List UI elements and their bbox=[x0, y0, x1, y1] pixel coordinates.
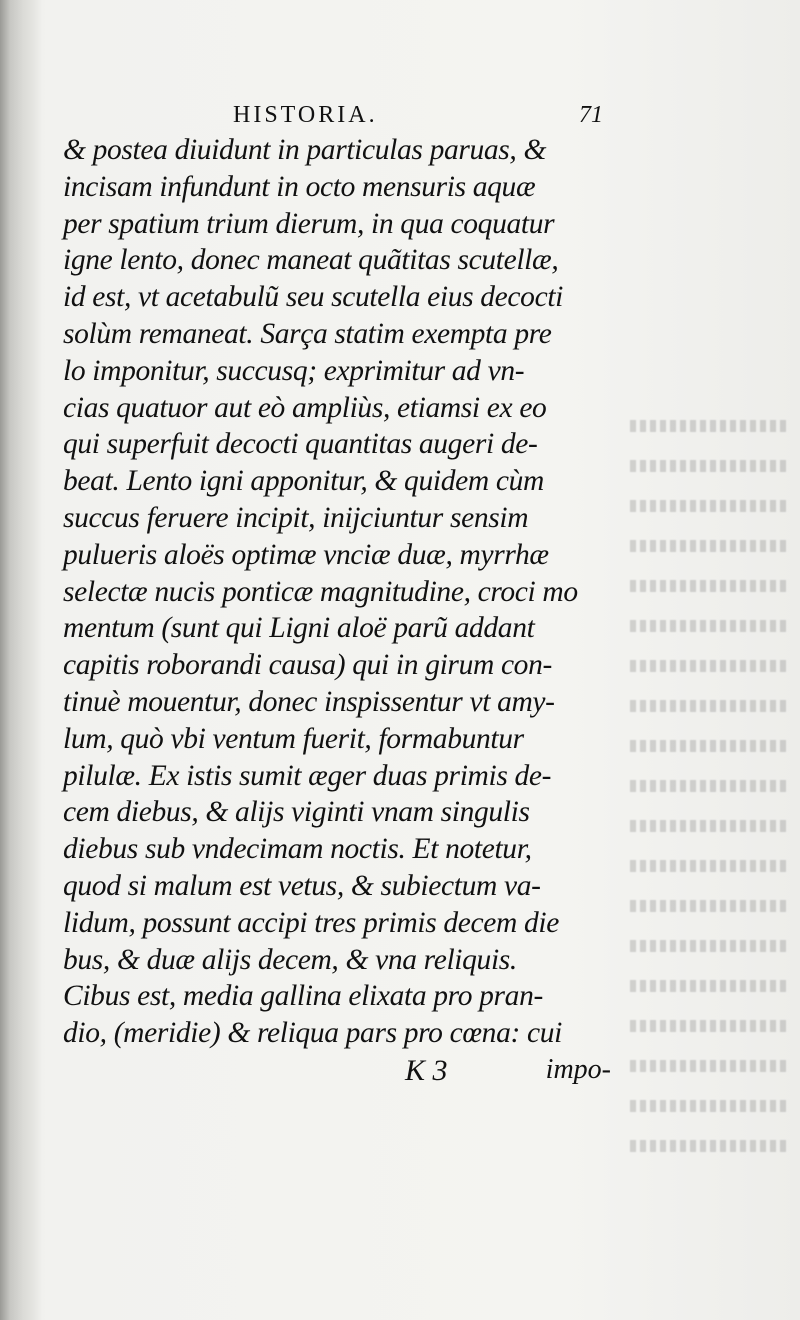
text-line: beat. Lento igni apponitur, & quidem cùm bbox=[63, 465, 544, 498]
text-line: diebus sub vndecimam noctis. Et notetur, bbox=[63, 833, 532, 866]
text-line: lum, quò vbi ventum fuerit, formabuntur bbox=[63, 722, 524, 755]
text-line: selectæ nucis ponticæ magnitudine, croci mo bbox=[63, 575, 578, 608]
text-line: lo imponitur, succusq; exprimitur ad vn- bbox=[63, 354, 525, 387]
text-line: succus feruere incipit, inijciuntur sensim bbox=[63, 501, 529, 534]
text-line: & postea diuidunt in particulas paruas, & bbox=[63, 134, 547, 166]
text-line: lidum, possunt accipi tres primis decem die bbox=[63, 906, 559, 939]
show-through-text bbox=[630, 420, 790, 1240]
body-text bbox=[63, 132, 603, 1052]
text-line: quod si malum est vetus, & subiectum va- bbox=[63, 869, 541, 902]
text-line: pilulæ. Ex istis sumit æger duas primis de- bbox=[63, 759, 552, 792]
text-line: Cibus est, media gallina elixata pro pran- bbox=[63, 980, 543, 1013]
text-line: qui superfuit decocti quantitas augeri de- bbox=[63, 428, 538, 461]
text-line: solùm remaneat. Sarça statim exempta pre bbox=[63, 317, 552, 350]
text-line: id est, vt acetabulũ seu scutella eius decocti bbox=[63, 281, 564, 314]
signature-mark: K 3 bbox=[405, 1053, 448, 1087]
text-line: tinuè mouentur, donec inspissentur vt amy- bbox=[63, 685, 555, 718]
text-line: dio, (meridie) & reliqua pars pro cœna: cui bbox=[63, 1017, 562, 1050]
running-head bbox=[63, 92, 603, 132]
page-gutter-shadow bbox=[0, 0, 42, 1320]
text-line: pulueris aloës optimæ vnciæ duæ, myrrhæ bbox=[63, 538, 549, 571]
page-footer bbox=[63, 1053, 611, 1094]
text-line: capitis roborandi causa) qui in girum con- bbox=[63, 649, 552, 682]
catchword: impo- bbox=[545, 1053, 611, 1085]
text-line: cias quatuor aut eò ampliùs, etiamsi ex eo bbox=[63, 391, 547, 424]
running-title: HISTORIA. bbox=[233, 102, 378, 128]
text-line: incisam infundunt in octo mensuris aquæ bbox=[63, 170, 536, 203]
text-line: per spatium trium dierum, in qua coquatur bbox=[63, 207, 555, 240]
text-block bbox=[63, 92, 611, 1094]
text-line: bus, & duæ alijs decem, & vna reliquis. bbox=[63, 943, 517, 976]
text-line: igne lento, donec maneat quãtitas scutellæ, bbox=[63, 244, 559, 277]
text-line: mentum (sunt qui Ligni aloë parũ addant bbox=[63, 612, 535, 645]
text-line: cem diebus, & alijs viginti vnam singulis bbox=[63, 796, 530, 829]
page-number: 71 bbox=[579, 102, 603, 128]
